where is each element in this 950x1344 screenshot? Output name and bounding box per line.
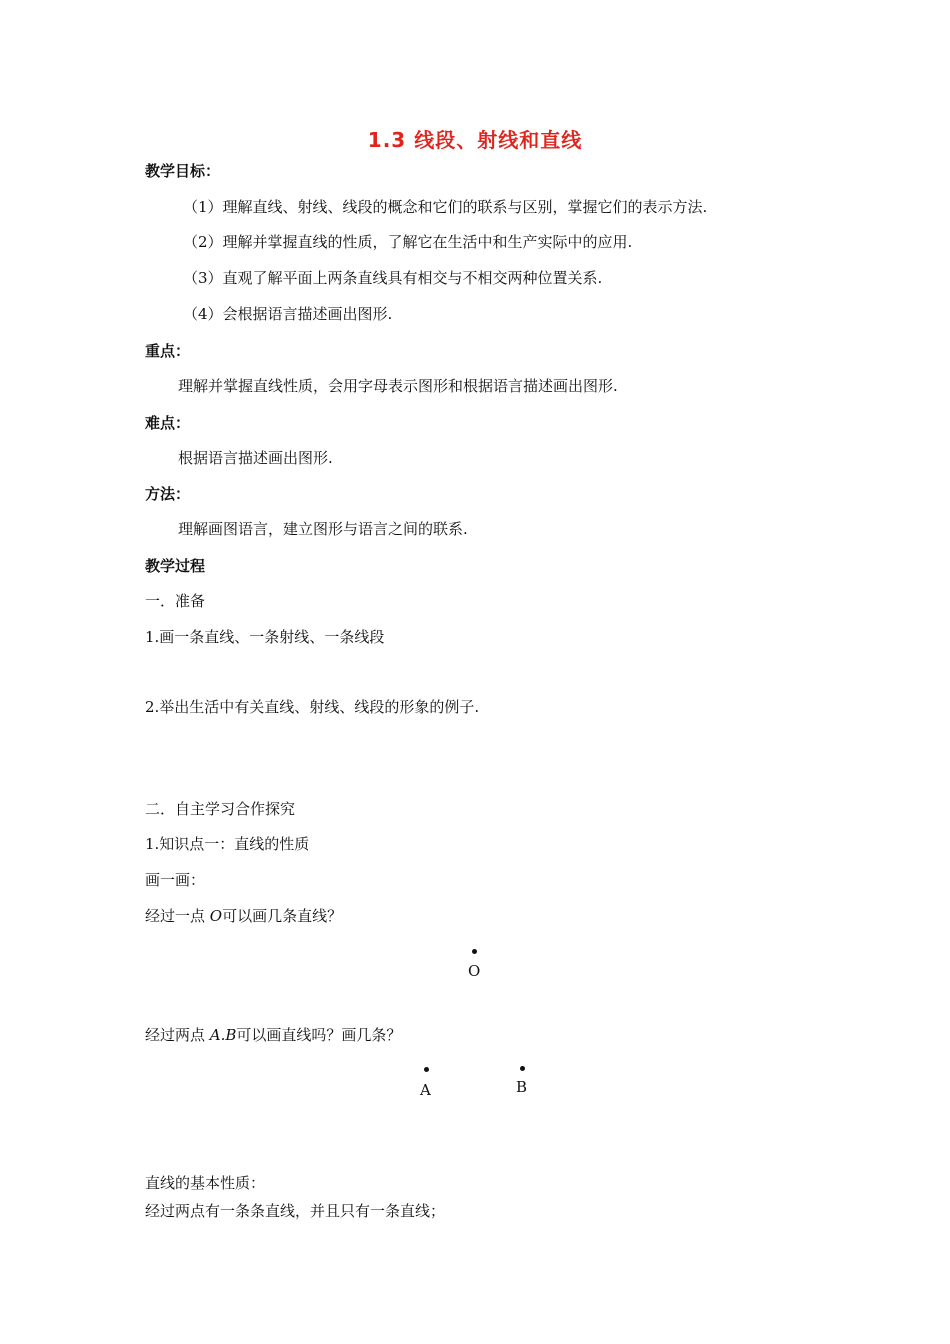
property-heading: 直线的基本性质： bbox=[145, 1174, 266, 1192]
difficulty-text: 根据语言描述画出图形. bbox=[178, 449, 333, 467]
key-point-heading: 重点： bbox=[145, 342, 191, 360]
method-text: 理解画图语言，建立图形与语言之间的联系. bbox=[178, 520, 468, 538]
draw-prompt: 画一画： bbox=[145, 871, 206, 889]
property-text: 经过两点有一条条直线，并且只有一条直线； bbox=[145, 1202, 446, 1220]
question-one-point-var: O bbox=[209, 907, 223, 925]
objective-item-1: （1）理解直线、射线、线段的概念和它们的联系与区别，掌握它们的表示方法. bbox=[183, 198, 708, 216]
question-one-point-after: 可以画几条直线？ bbox=[222, 907, 343, 925]
objectives-heading: 教学目标： bbox=[145, 162, 221, 180]
question-one-point bbox=[145, 906, 342, 926]
question-one-point-before: 经过一点 bbox=[145, 907, 210, 925]
part1-item-2: 2.举出生活中有关直线、射线、线段的形象的例子. bbox=[145, 698, 480, 716]
question-two-points-var: A.B bbox=[209, 1026, 237, 1044]
part1-item-1: 1.画一条直线、一条射线、一条线段 bbox=[145, 628, 385, 646]
difficulty-heading: 难点： bbox=[145, 414, 191, 432]
part1-title: 一．准备 bbox=[145, 592, 206, 610]
part2-title: 二．自主学习合作探究 bbox=[145, 800, 296, 818]
point-a-label: A bbox=[420, 1081, 431, 1099]
point-b-label: B bbox=[516, 1078, 528, 1096]
objective-item-3: （3）直观了解平面上两条直线具有相交与不相交两种位置关系. bbox=[183, 269, 603, 287]
key-point-text: 理解并掌握直线性质，会用字母表示图形和根据语言描述画出图形. bbox=[178, 377, 618, 395]
page-title: 1.3 线段、射线和直线 bbox=[367, 128, 583, 152]
objective-item-4: （4）会根据语言描述画出图形. bbox=[183, 305, 393, 323]
point-o-dot bbox=[472, 949, 477, 954]
point-a-dot bbox=[424, 1067, 429, 1072]
point-b-dot bbox=[520, 1066, 525, 1071]
objective-item-2: （2）理解并掌握直线的性质，了解它在生活中和生产实际中的应用. bbox=[183, 233, 633, 251]
part2-item-1: 1.知识点一：直线的性质 bbox=[145, 835, 310, 853]
method-heading: 方法： bbox=[145, 485, 191, 503]
process-heading: 教学过程 bbox=[145, 557, 206, 575]
question-two-points bbox=[145, 1025, 401, 1045]
point-o-label: O bbox=[468, 962, 481, 980]
question-two-points-after: 可以画直线吗？画几条？ bbox=[236, 1026, 402, 1044]
question-two-points-before: 经过两点 bbox=[145, 1026, 210, 1044]
